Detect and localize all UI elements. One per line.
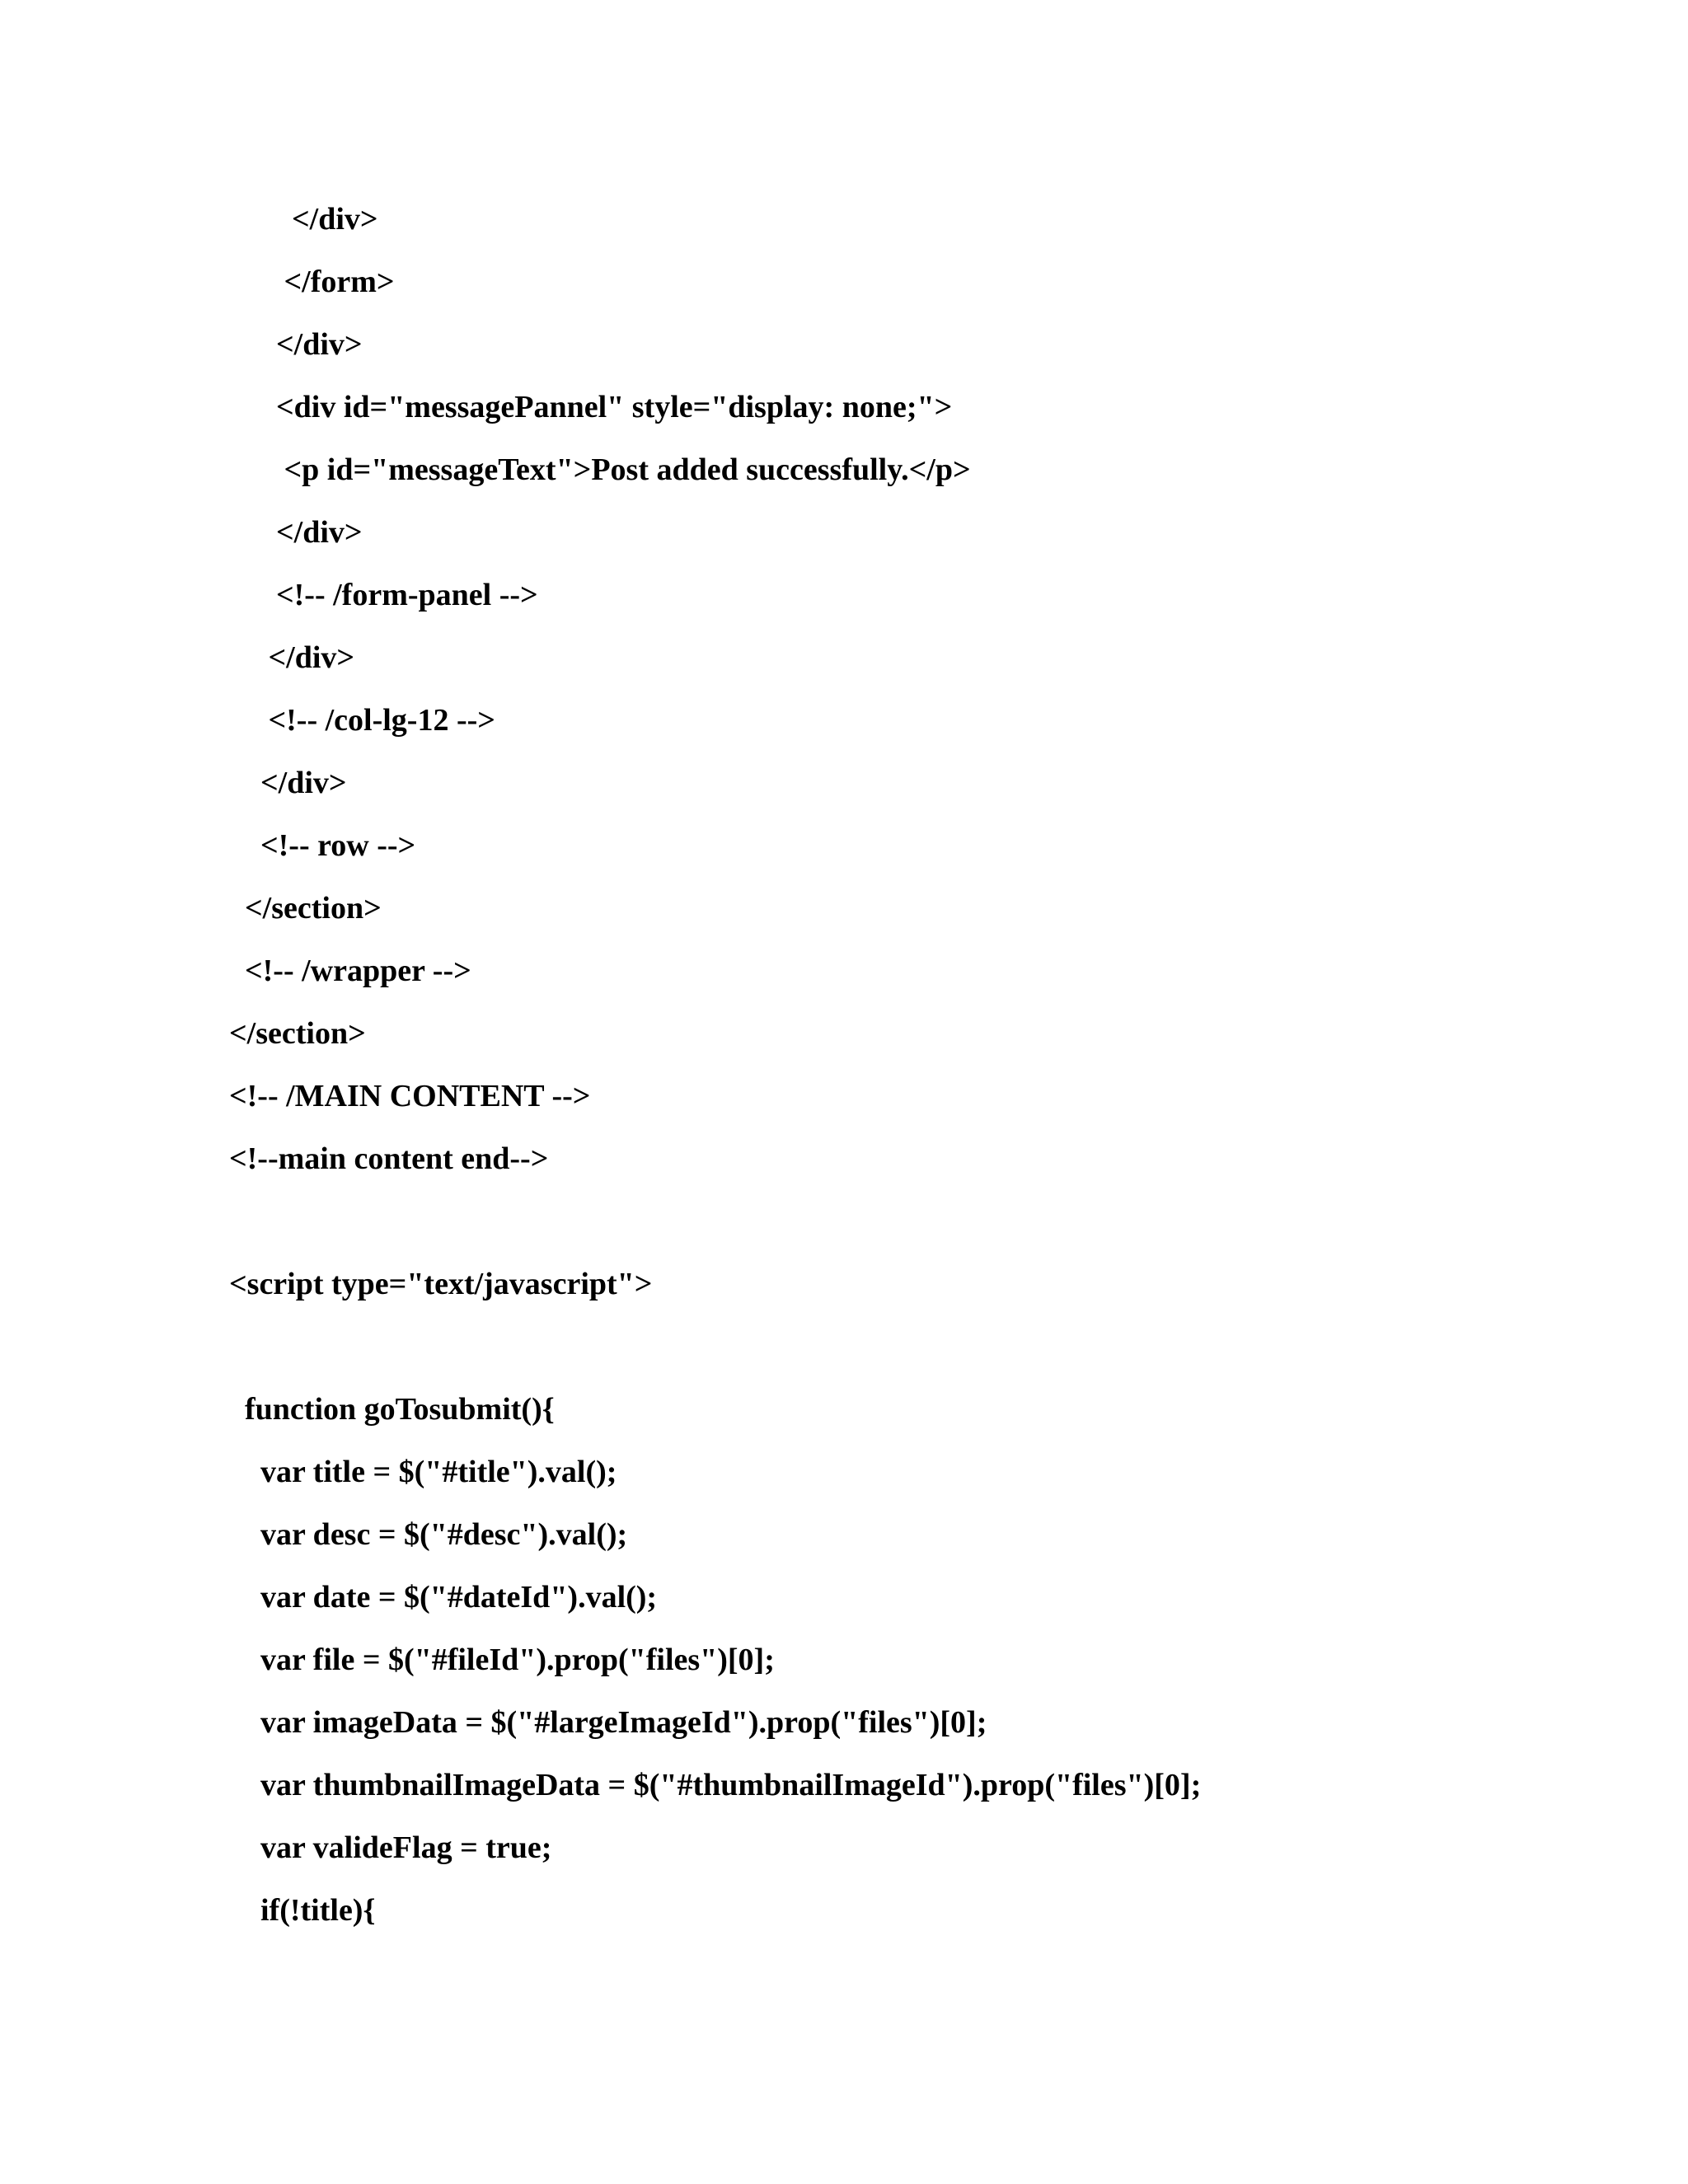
code-line: var title = $("#title").val(); <box>229 1455 617 1489</box>
code-line: <p id="messageText">Post added successfully.</p> <box>229 452 971 487</box>
code-line: </form> <box>229 265 395 299</box>
blank-line <box>229 1190 1201 1253</box>
code-listing <box>229 188 1201 1942</box>
code-line: function goTosubmit(){ <box>229 1392 555 1427</box>
code-line: </div> <box>229 640 355 675</box>
code-line: <!-- row --> <box>229 828 416 863</box>
code-line: var valideFlag = true; <box>229 1830 552 1865</box>
code-line: </div> <box>229 202 378 237</box>
code-line: if(!title){ <box>229 1893 376 1928</box>
code-line: <!-- /form-panel --> <box>229 578 538 612</box>
code-line: var imageData = $("#largeImageId").prop("files")[0]; <box>229 1705 987 1740</box>
code-line: </div> <box>229 327 363 362</box>
code-line: <script type="text/javascript"> <box>229 1267 653 1301</box>
code-line: <!-- /MAIN CONTENT --> <box>229 1079 591 1113</box>
code-line: <div id="messagePannel" style="display: none;"> <box>229 390 953 424</box>
code-line: </div> <box>229 766 347 800</box>
code-line: </div> <box>229 515 363 550</box>
code-line: var desc = $("#desc").val(); <box>229 1517 628 1552</box>
code-line: var thumbnailImageData = $("#thumbnailImageId").prop("files")[0]; <box>229 1768 1202 1802</box>
code-line: <!--main content end--> <box>229 1141 549 1176</box>
blank-line <box>229 1315 1201 1378</box>
code-line: var file = $("#fileId").prop("files")[0]; <box>229 1643 775 1677</box>
code-line: </section> <box>229 1016 366 1051</box>
code-line: var date = $("#dateId").val(); <box>229 1580 658 1615</box>
code-line: <!-- /col-lg-12 --> <box>229 703 495 738</box>
code-line: </section> <box>229 891 382 926</box>
code-line: <!-- /wrapper --> <box>229 954 471 988</box>
